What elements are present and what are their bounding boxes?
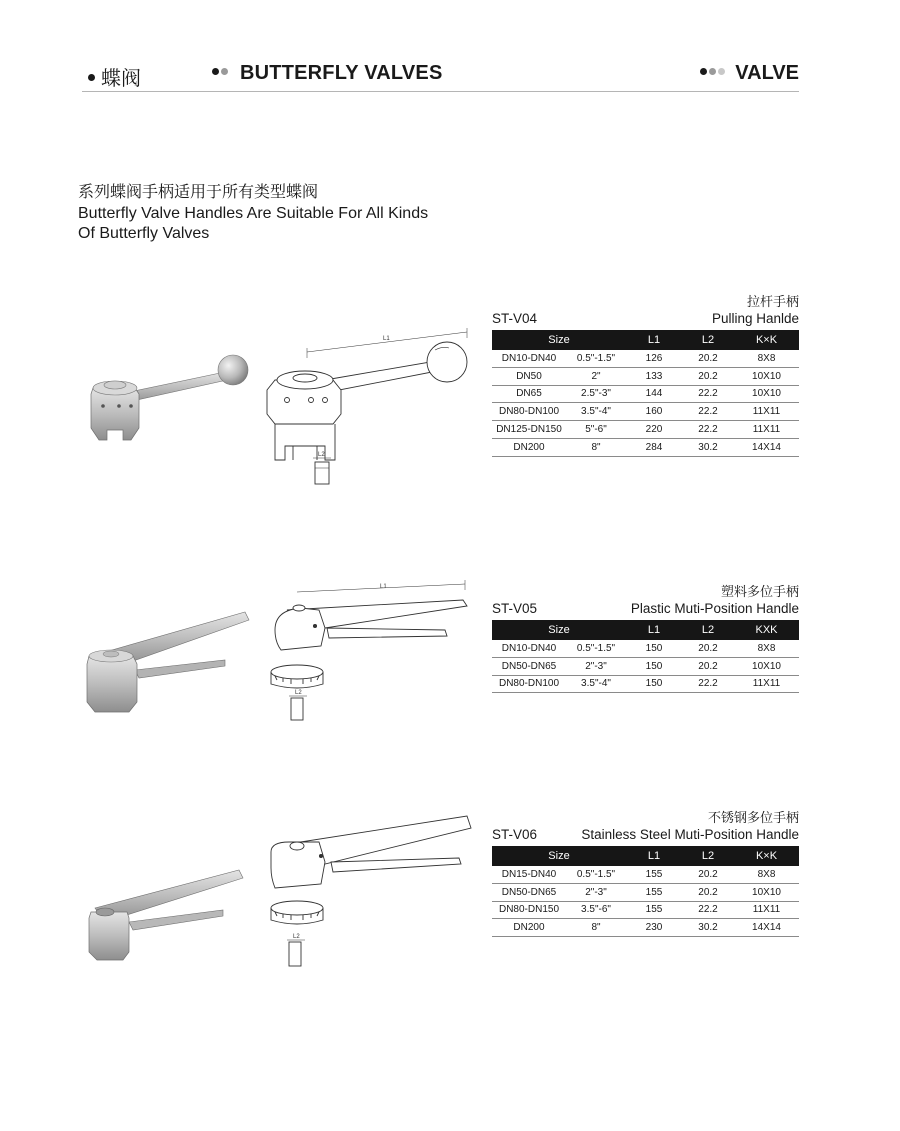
cell-kxk: 8X8 — [734, 866, 799, 883]
cell-l2: 20.2 — [682, 350, 734, 367]
st-v04-photo — [91, 355, 248, 440]
table-header-row — [492, 620, 799, 640]
col-l2: L2 — [682, 846, 734, 866]
table-row — [492, 657, 799, 675]
cell-inch: 2"-3" — [566, 883, 626, 901]
cell-l1: 150 — [626, 657, 682, 675]
st-v04-spec — [492, 294, 799, 457]
st-v04-code: ST-V04 — [492, 311, 538, 326]
cell-kxk: 8X8 — [734, 350, 799, 367]
cell-dn: DN10-DN40 — [492, 350, 566, 367]
header-center-title: BUTTERFLY VALVES — [240, 62, 443, 84]
cell-dn: DN125-DN150 — [492, 421, 566, 439]
cell-kxk: 11X11 — [734, 675, 799, 693]
cell-dn: DN15-DN40 — [492, 866, 566, 883]
st-v06-code: ST-V06 — [492, 827, 538, 842]
table-row — [492, 385, 799, 403]
header-divider — [82, 91, 799, 92]
table-row — [492, 438, 799, 456]
three-dots-icon — [700, 60, 727, 83]
cell-l1: 155 — [626, 883, 682, 901]
col-l1: L1 — [626, 620, 682, 640]
table-row — [492, 403, 799, 421]
table-header-row — [492, 846, 799, 866]
cell-l1: 150 — [626, 640, 682, 657]
header-left-title: 蝶阀 — [101, 68, 141, 90]
cell-l1: 284 — [626, 438, 682, 456]
cell-inch: 0.5"-1.5" — [566, 640, 626, 657]
st-v06-l2-label: L2 — [293, 934, 300, 940]
cell-l2: 20.2 — [682, 883, 734, 901]
col-l1: L1 — [626, 330, 682, 350]
cell-dn: DN50-DN65 — [492, 883, 566, 901]
table-row — [492, 640, 799, 657]
cell-l2: 22.2 — [682, 901, 734, 919]
col-l2: L2 — [682, 620, 734, 640]
col-size: Size — [492, 846, 626, 866]
header-left — [88, 62, 141, 91]
table-row — [492, 866, 799, 883]
cell-kxk: 14X14 — [734, 919, 799, 937]
cell-l1: 160 — [626, 403, 682, 421]
cell-inch: 2" — [566, 367, 626, 385]
cell-inch: 3.5"-4" — [566, 675, 626, 693]
cell-inch: 0.5"-1.5" — [566, 350, 626, 367]
st-v05-code: ST-V05 — [492, 601, 538, 616]
col-kxk: K×K — [734, 846, 799, 866]
cell-inch: 3.5"-4" — [566, 403, 626, 421]
page-header — [82, 58, 799, 92]
st-v05-en-name: Plastic Muti-Position Handle — [630, 601, 799, 616]
st-v05-l1-label: L1 — [380, 584, 387, 590]
table-row — [492, 350, 799, 367]
cell-kxk: 10X10 — [734, 657, 799, 675]
cell-l1: 220 — [626, 421, 682, 439]
intro-en-line1: Butterfly Valve Handles Are Suitable For All Kinds — [78, 204, 429, 222]
intro-text — [78, 183, 428, 245]
cell-l2: 20.2 — [682, 657, 734, 675]
col-kxk: K×K — [734, 330, 799, 350]
table-row — [492, 919, 799, 937]
cell-l1: 230 — [626, 919, 682, 937]
cell-kxk: 8X8 — [734, 640, 799, 657]
st-v05-product-drawing — [75, 580, 485, 730]
cell-inch: 8" — [566, 438, 626, 456]
st-v04-l1-label: L1 — [383, 336, 390, 342]
st-v05-spec — [492, 584, 799, 693]
cell-inch: 8" — [566, 919, 626, 937]
col-size: Size — [492, 620, 626, 640]
cell-inch: 5"-6" — [566, 421, 626, 439]
cell-l2: 30.2 — [682, 919, 734, 937]
cell-l2: 20.2 — [682, 866, 734, 883]
st-v06-spec — [492, 810, 799, 937]
cell-inch: 2.5"-3" — [566, 385, 626, 403]
cell-l1: 150 — [626, 675, 682, 693]
table-row — [492, 367, 799, 385]
st-v06-line-drawing — [271, 816, 471, 966]
cell-l1: 133 — [626, 367, 682, 385]
cell-l2: 30.2 — [682, 438, 734, 456]
table-row — [492, 901, 799, 919]
cell-l1: 155 — [626, 866, 682, 883]
cell-kxk: 14X14 — [734, 438, 799, 456]
st-v04-en-name: Pulling Hanlde — [711, 311, 799, 326]
cell-l2: 22.2 — [682, 675, 734, 693]
table-row — [492, 421, 799, 439]
cell-kxk: 11X11 — [734, 901, 799, 919]
header-right — [700, 62, 799, 85]
cell-l2: 20.2 — [682, 640, 734, 657]
cell-l2: 22.2 — [682, 403, 734, 421]
st-v05-photo — [87, 612, 249, 712]
st-v06-photo — [89, 870, 243, 960]
cell-dn: DN65 — [492, 385, 566, 403]
cell-dn: DN200 — [492, 919, 566, 937]
intro-cn: 系列蝶阀手柄适用于所有类型蝶阀 — [78, 184, 319, 201]
col-l2: L2 — [682, 330, 734, 350]
cell-kxk: 10X10 — [734, 367, 799, 385]
cell-l2: 20.2 — [682, 367, 734, 385]
cell-inch: 3.5"-6" — [566, 901, 626, 919]
table-header-row — [492, 330, 799, 350]
header-right-title: VALVE — [735, 62, 799, 84]
st-v05-cn-name: 塑料多位手柄 — [720, 584, 799, 599]
st-v05-line-drawing — [271, 580, 467, 720]
st-v06-product-drawing — [75, 812, 485, 972]
st-v04-cn-name: 拉杆手柄 — [746, 294, 799, 309]
cell-l1: 155 — [626, 901, 682, 919]
cell-l1: 126 — [626, 350, 682, 367]
table-row — [492, 883, 799, 901]
cell-dn: DN200 — [492, 438, 566, 456]
col-kxk: KXK — [734, 620, 799, 640]
st-v04-l2-label: L2 — [318, 452, 325, 458]
st-v04-product-drawing — [75, 310, 485, 490]
cell-dn: DN10-DN40 — [492, 640, 566, 657]
cell-kxk: 11X11 — [734, 421, 799, 439]
table-row — [492, 675, 799, 693]
header-center — [212, 62, 443, 85]
st-v05-spec-table — [492, 620, 799, 693]
cell-inch: 0.5"-1.5" — [566, 866, 626, 883]
cell-kxk: 11X11 — [734, 403, 799, 421]
st-v06-cn-name: 不锈钢多位手柄 — [707, 810, 799, 825]
cell-l1: 144 — [626, 385, 682, 403]
col-l1: L1 — [626, 846, 682, 866]
st-v06-en-name: Stainless Steel Muti-Position Handle — [581, 827, 799, 842]
cell-dn: DN80-DN100 — [492, 403, 566, 421]
cell-l2: 22.2 — [682, 385, 734, 403]
cell-l2: 22.2 — [682, 421, 734, 439]
cell-inch: 2"-3" — [566, 657, 626, 675]
intro-en-line2: Of Butterfly Valves — [78, 225, 210, 242]
st-v04-spec-table — [492, 330, 799, 457]
cell-dn: DN50-DN65 — [492, 657, 566, 675]
col-size: Size — [492, 330, 626, 350]
cell-kxk: 10X10 — [734, 883, 799, 901]
cell-dn: DN80-DN100 — [492, 675, 566, 693]
st-v06-spec-table — [492, 846, 799, 937]
cell-kxk: 10X10 — [734, 385, 799, 403]
st-v04-line-drawing — [267, 328, 467, 484]
two-dots-icon — [212, 60, 230, 83]
st-v05-l2-label: L2 — [295, 690, 302, 696]
cell-dn: DN50 — [492, 367, 566, 385]
bullet-dot-icon — [88, 74, 95, 81]
cell-dn: DN80-DN150 — [492, 901, 566, 919]
